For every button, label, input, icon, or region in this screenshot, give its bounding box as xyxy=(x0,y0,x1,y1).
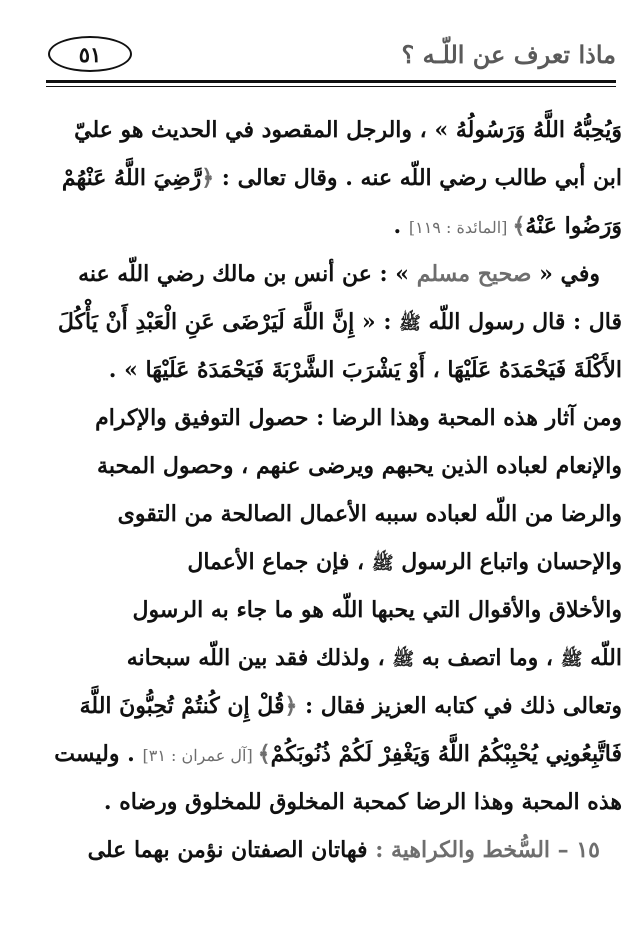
salawat-symbol: ﷺ xyxy=(560,649,583,670)
header-rule-thick xyxy=(46,80,616,83)
text-run: : « xyxy=(354,309,400,335)
text-line xyxy=(44,538,622,586)
text-line xyxy=(44,346,622,394)
text-run: والإحسان واتباع الرسول xyxy=(393,549,622,575)
ornate-bracket: ﴿ xyxy=(201,165,215,191)
ornate-bracket: ﴿ xyxy=(284,693,298,719)
text-run: والأخلاق والأقوال التي يحبها اللّه هو ما جاء به الرسول xyxy=(132,597,622,623)
text-run: هذه المحبة وهذا الرضا كمحبة المخلوق للمخلوق ورضاه . xyxy=(103,789,622,815)
text-line xyxy=(44,250,622,298)
running-title: ماذا تعرف عن اللّـه ؟ xyxy=(401,40,616,69)
text-run: ، فإن جماع الأعمال xyxy=(187,549,372,575)
highlight-text: صحيح مسلم xyxy=(416,261,532,287)
page-number: ٥١ xyxy=(78,41,102,67)
ornate-bracket: ﴾ xyxy=(257,741,271,767)
page-header xyxy=(46,30,616,90)
body-text xyxy=(44,106,622,874)
text-line xyxy=(44,778,622,826)
text-line xyxy=(44,442,622,490)
text-run: » . xyxy=(108,357,146,383)
text-line xyxy=(44,394,622,442)
page-number-badge xyxy=(48,36,132,72)
quran-text: الأَكْلَةَ فَيَحْمَدَهُ عَلَيْهَا ، أَوْ يَشْرَبَ الشَّرْبَةَ فَيَحْمَدَهُ عَلَيْهَا xyxy=(145,357,622,383)
ornate-bracket: ﴾ xyxy=(512,213,526,239)
text-line xyxy=(44,106,622,154)
text-run: والرضا من اللّه لعباده سببه الأعمال الصالحة من التقوى xyxy=(117,501,622,527)
text-run: وفي « xyxy=(531,261,600,287)
text-line xyxy=(44,154,622,202)
text-run: وتعالى ذلك في كتابه العزيز فقال : xyxy=(297,693,622,719)
text-line xyxy=(44,682,622,730)
text-run: ابن أبي طالب رضي اللّه عنه . وقال تعالى : xyxy=(214,165,622,191)
text-line xyxy=(44,730,622,778)
text-run: ومن آثار هذه المحبة وهذا الرضا : حصول التوفيق والإكرام xyxy=(95,405,622,431)
quran-text: رَّضِيَ اللَّهُ عَنْهُمْ xyxy=(61,165,202,191)
text-run: ، وما اتصف به xyxy=(414,645,561,671)
salawat-symbol: ﷺ xyxy=(371,553,394,574)
text-run: . وليست xyxy=(54,741,143,767)
quran-text: قُلْ إِن كُنتُمْ تُحِبُّونَ اللَّهَ xyxy=(79,693,285,719)
quran-text: فَاتَّبِعُونِي يُحْبِبْكُمُ اللَّهُ وَيَغْفِرْ لَكُمْ ذُنُوبَكُمْ xyxy=(270,741,622,767)
verse-reference: [آل عمران : ٣١] xyxy=(142,746,258,765)
text-line xyxy=(44,298,622,346)
highlight-text: ١٥ – السُّخط والكراهية : xyxy=(375,837,600,863)
salawat-symbol: ﷺ xyxy=(399,313,421,334)
salawat-symbol: ﷺ xyxy=(392,649,415,670)
text-run: والإنعام لعباده الذين يحبهم ويرضى عنهم ، وحصول المحبة xyxy=(97,453,622,479)
text-run: اللّه xyxy=(582,645,622,671)
text-line xyxy=(44,586,622,634)
quran-text: وَرَضُوا عَنْهُ xyxy=(525,213,622,239)
text-run: ، ولذلك فقد بين اللّه سبحانه xyxy=(126,645,393,671)
text-line xyxy=(44,202,622,250)
verse-reference: [المائدة : ١١٩] xyxy=(408,218,513,237)
text-run: فهاتان الصفتان نؤمن بهما على xyxy=(87,837,376,863)
header-rule-thin xyxy=(46,86,616,87)
text-line xyxy=(44,826,622,874)
text-line xyxy=(44,634,622,682)
quran-text: إِنَّ اللَّهَ لَيَرْضَى عَنِ الْعَبْدِ أَنْ يَأْكُلَ xyxy=(57,309,355,335)
text-run: . xyxy=(393,213,409,239)
quran-text: وَيُحِبُّهُ اللَّهُ وَرَسُولُهُ xyxy=(455,117,622,143)
text-line xyxy=(44,490,622,538)
text-run: قال : قال رسول اللّه xyxy=(420,309,622,335)
text-run: » ، والرجل المقصود في الحديث هو عليّ xyxy=(74,117,456,143)
text-run: » : عن أنس بن مالك رضي اللّه عنه xyxy=(78,261,417,287)
